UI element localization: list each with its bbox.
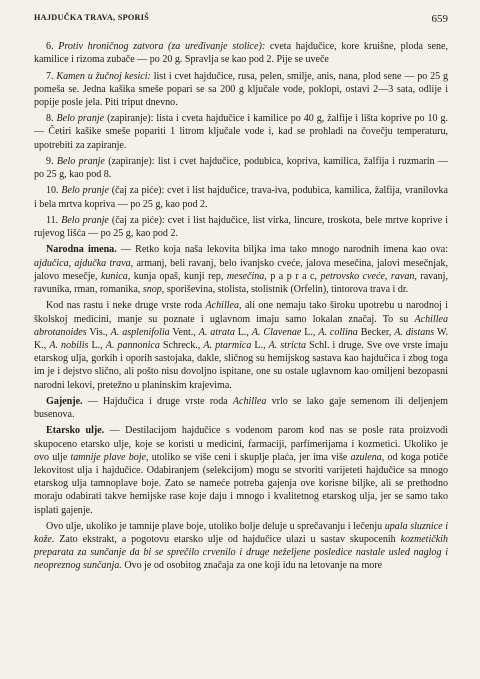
text-run: list i cvet hajdučice, rusa, pelen, smilje, anis, nana, plod sene — po 25 g pomeša se. Jedna kašika smeše popari se sa 200 g ključale vode, poklopi, ostavi 2—3 sata, odlije i popije posle jela. Piti triput dnevno. [34, 70, 449, 108]
text-run: L., [234, 326, 252, 338]
italic-text: Belo pranje [61, 185, 109, 197]
text-run: (zapiranje): lista i cveta hajdučice i kamilice po 40 g, žalfije i lišta koprive po 10 g. — Četiri kašike smeše popariti 1 litrom ključale vode i, kad se prohladi na čovečju temperaturu, upotrebiti za zapiranje. [34, 113, 448, 151]
text-run: vrlo se lako gaje semenom ili deljenjem busenova. [34, 395, 448, 421]
italic-text: Achillea [232, 395, 267, 407]
text-run: 11. [46, 214, 62, 226]
italic-text: A. ptarmica [203, 339, 252, 351]
text-run: Vis., [86, 326, 111, 338]
text-run: L., [88, 339, 106, 351]
italic-text: mesečina, [226, 270, 267, 282]
text-run: utoliko se više ceni i skuplje plaća, jer ima više [148, 451, 351, 463]
text-run: armanj, beli ravanj, belo ivanjsko cveće, jalova mesečina, jalovi mesečnjak, jalovo mesečje, [34, 257, 448, 282]
italic-text: A. nobilis [49, 339, 89, 351]
text-run: L., [301, 326, 319, 338]
italic-text: ajdučica, ajdučka trava, [34, 257, 134, 269]
paragraph [34, 520, 448, 573]
text-run: (čaj za piće): cvet i list hajdučice, list virka, lincure, troskota, bele mrtve koprive i rujevog lišća — po 25 g, kao pod 2. [34, 214, 448, 240]
italic-text: A. asplenifolia [110, 326, 170, 338]
text-run: Kod nas rastu i neke druge vrste roda [46, 300, 206, 312]
page-number: 659 [431, 13, 448, 25]
text-run: (zapiranje): list i cvet hajdučice, podubica, kopriva, kamilica, žalfija i ruzmarin — po 25 g, kao pod 8. [34, 155, 449, 181]
text-run: Ovo ulje, ukoliko je tamnije plave boje, utoliko bolje deluje u sprečavanju i lečenju [46, 520, 385, 532]
italic-text: A. pannonica [105, 339, 160, 351]
italic-text: A. distans [394, 326, 435, 338]
text-run: p a p r a c, [266, 270, 321, 282]
section-heading: Etarsko ulje. [46, 425, 105, 437]
paragraph [34, 155, 448, 181]
italic-text: A. stricta [268, 339, 307, 351]
italic-text: Achillea, [205, 300, 242, 312]
section-heading: Gajenje. [46, 395, 83, 407]
text-run: L., [251, 339, 269, 351]
text-run: 9. [46, 155, 57, 167]
text-run: ravanj, ravunika, rman, romanika, [34, 270, 448, 296]
italic-text: Kamen u žučnoj kesici: [56, 70, 151, 82]
text-run: Ovo je od osobitog značaja za one koji idu na letovanje na more [121, 560, 383, 572]
text-run: sporiševina, stolista, stolistnik (Orfelin), tintorova trava i dr. [164, 284, 409, 296]
paragraph [34, 214, 448, 240]
italic-text: A. collina [318, 326, 358, 338]
text-run: (čaj za piće): cvet i list hajdučice, trava-iva, podubica, kamilica, žalfija, vranilovka i bela mrtva kopriva — po 25 g, kao pod 2. [34, 185, 449, 210]
italic-text: Belo pranje [56, 113, 105, 125]
text-run: — Destilacijom hajdučice s vodenom parom kod nas se posle rata proizvodi skupoceno etarsko ulje, koje se koristi u medicini, farmaciji, parfimerijama i kozmetici. Ukoliko je ovo ulje [34, 425, 448, 463]
text-run: 6. [46, 41, 59, 52]
italic-text: A. atrata [198, 326, 235, 338]
text-run: Zato ekstrakt, a pogotovu etarsko ulje od hajdučice ulazi u sastav skupocenih [54, 534, 401, 546]
italic-text: kunica, [100, 270, 131, 282]
text-run: ali one nemaju tako široku upotrebu u narodnoj i školskoj medicini, manje su poznate i uglavnom imaju samo lokalan značaj. To su [34, 300, 448, 325]
paragraph [34, 424, 448, 516]
section-heading: Narodna imena. [46, 244, 117, 256]
paragraph [34, 395, 448, 421]
italic-text: upala sluznice i kože. [34, 520, 448, 546]
text-run: Schl. i druge. Sve ove vrste imaju etarskog ulja, gorkih i oporih sastojaka, dakle, sličnog su hemijskog sastava kao hajdučica i zbog toga im je i dejstvo slično, ali pošto nisu dovoljno ispitane, one su ostale uglavnom kao omiljeni bezopasni narodni lekovi, pretežno u planinskim krajevima. [34, 339, 449, 391]
paragraph [34, 112, 448, 152]
paragraph [34, 70, 448, 110]
paragraph [34, 184, 448, 210]
italic-text: kozmetičkih preparata za sunčanje da bi se sprečilo crvenilo i druge neželjene posledice nastale usled naglog i neopreznog sunčanja. [34, 534, 448, 572]
running-head: HAJDUČKA TRAVA, SPORIŠ [34, 13, 150, 22]
text-run: W. K., [34, 326, 449, 351]
italic-text: Protiv hroničnog zatvora (za uređivanje stolice): [58, 41, 266, 52]
text-run: Vent., [169, 326, 199, 338]
paragraph [34, 299, 448, 391]
italic-text: A. Clavenae [251, 326, 302, 338]
text-run: 10. [46, 185, 62, 197]
body-text [34, 40, 448, 576]
italic-text: petrovsko cveće, ravan, [320, 270, 417, 282]
paragraph [34, 40, 448, 66]
italic-text: snop, [142, 284, 165, 296]
italic-text: Belo pranje [61, 214, 109, 226]
italic-text: azulena, [350, 451, 385, 463]
text-run: od koga potiče lekovitost ulja i hajdučice. Odabiranjem (selekcijom) mogu se stvoriti varijeteti hajdučice sa mnogo etarskog ulja tamnoplave boje. Zato se nameće potreba gajenja ove korisne biljke, ali se prethodno moraju odabirati takve hemijske rase koje daju i mnogo i kvalitetnog etarskog ulja, jer se samo tako isplati gajenje. [34, 451, 448, 516]
text-run: — Hajdučica i druge vrste roda [82, 395, 233, 407]
text-run: 7. [46, 70, 57, 82]
paragraph [34, 243, 448, 296]
text-run: — Retko koja naša lekovita biljka ima tako mnogo narodnih imena kao ova: [116, 244, 448, 256]
italic-text: Belo pranje [56, 155, 105, 167]
text-run: Becker, [357, 326, 395, 338]
italic-text: tamnije plave boje, [70, 451, 149, 463]
italic-text: Achillea abrotanoides [34, 313, 448, 338]
text-run: kunja opaš, kunji rep, [130, 270, 227, 282]
text-run: cveta hajdučice, kore kruišne, ploda sene, kamilice i rizoma zubače — po 20 g. Spravlja se kao pod 2. Pije se uveče [34, 41, 449, 66]
text-run: 8. [46, 113, 57, 125]
text-run: Schreck., [159, 339, 204, 351]
